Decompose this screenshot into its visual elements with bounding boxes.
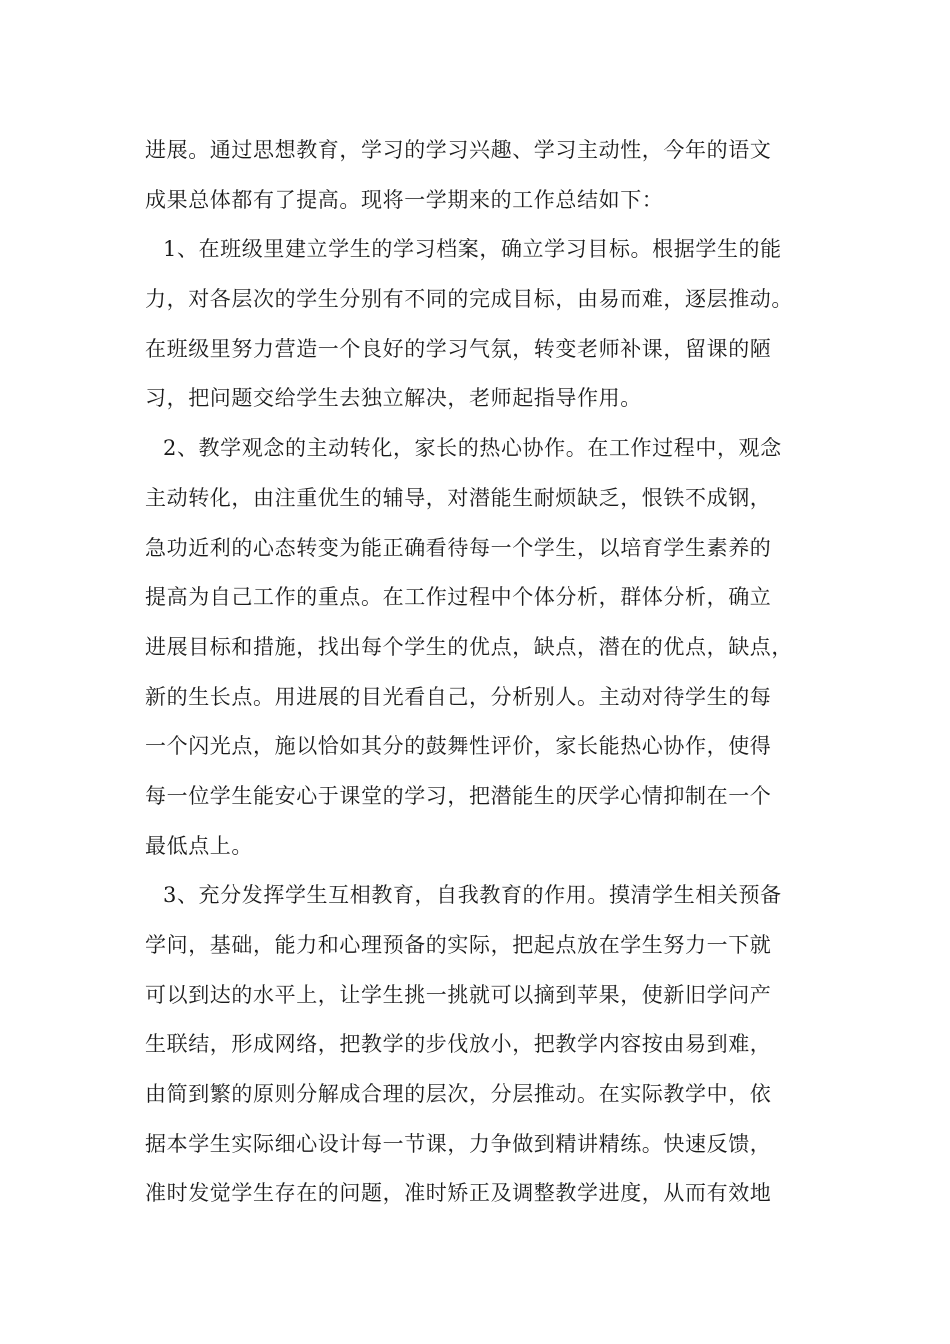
text-line: 主动转化，由注重优生的辅导，对潜能生耐烦缺乏，恨铁不成钢， (145, 485, 772, 510)
text-line: 每一位学生能安心于课堂的学习，把潜能生的厌学心情抑制在一个 (145, 783, 772, 808)
text-line: 据本学生实际细心设计每一节课，力争做到精讲精练。快速反馈， (145, 1131, 772, 1156)
text-line: 急功近利的心态转变为能正确看待每一个学生，以培育学生素养的 (145, 535, 772, 560)
text-line: 由简到繁的原则分解成合理的层次，分层推动。在实际教学中，依 (145, 1082, 772, 1107)
text-line: 最低点上。 (145, 833, 253, 858)
text-line: 进展目标和措施，找出每个学生的优点，缺点，潜在的优点，缺点， (145, 634, 793, 659)
text-line: 准时发觉学生存在的问题，准时矫正及调整教学进度，从而有效地 (145, 1181, 772, 1206)
text-line: 成果总体都有了提高。现将一学期来的工作总结如下： (145, 187, 664, 212)
text-line: 力，对各层次的学生分别有不同的完成目标，由易而难，逐层推动。 (145, 287, 793, 312)
text-line: 进展。通过思想教育，学习的学习兴趣、学习主动性，今年的语文 (145, 138, 772, 162)
text-line: 可以到达的水平上，让学生挑一挑就可以摘到苹果，使新旧学问产 (145, 982, 772, 1007)
text-line: 在班级里努力营造一个良好的学习气氛，转变老师补课，留课的陋 (145, 336, 772, 361)
paragraph-1-start: 1、在班级里建立学生的学习档案，确立学习目标。根据学生的能 (163, 237, 782, 262)
text-line: 生联结，形成网络，把教学的步伐放小，把教学内容按由易到难， (145, 1032, 772, 1057)
body-text (145, 126, 835, 1219)
text-line: 学问，基础，能力和心理预备的实际，把起点放在学生努力一下就 (145, 933, 772, 957)
text-line: 新的生长点。用进展的目光看自己，分析别人。主动对待学生的每 (145, 684, 772, 709)
text-line: 一个闪光点，施以恰如其分的鼓舞性评价，家长能热心协作，使得 (145, 734, 772, 759)
text-line: 习，把问题交给学生去独立解决，老师起指导作用。 (145, 386, 642, 411)
text-line: 提高为自己工作的重点。在工作过程中个体分析，群体分析，确立 (145, 585, 772, 610)
paragraph-3-start: 3、充分发挥学生互相教育，自我教育的作用。摸清学生相关预备 (163, 883, 782, 908)
paragraph-2-start: 2、教学观念的主动转化，家长的热心协作。在工作过程中，观念 (163, 436, 782, 461)
